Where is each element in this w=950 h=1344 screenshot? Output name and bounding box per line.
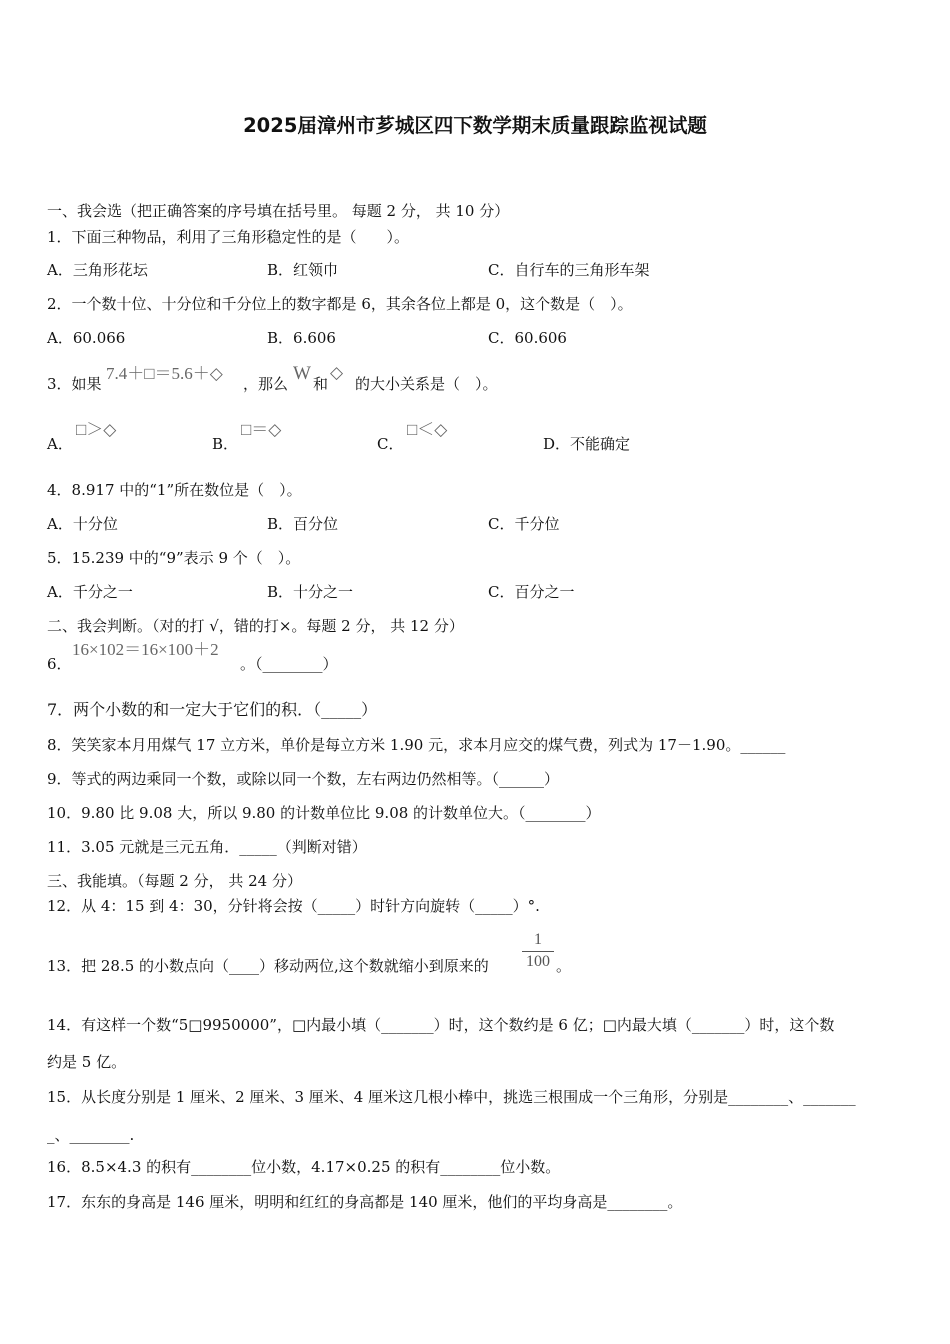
question-3-option-b-label: B． xyxy=(212,435,239,453)
section-heading-2: 二、我会判断。（对的打 √，错的打×。每题 2 分， 共 12 分） xyxy=(47,617,464,635)
question-3-w-symbol: W xyxy=(293,363,311,384)
question-5-stem: 5．15.239 中的“9”表示 9 个（ ）。 xyxy=(47,549,301,567)
question-4-option-a: A．十分位 xyxy=(47,515,118,533)
question-6-suffix: 。（________） xyxy=(240,655,338,673)
question-3-and: 和 xyxy=(313,375,329,393)
question-12-stem: 12．从 4：15 到 4：30，分针将会按（_____）时针方向旋转（_____）°. xyxy=(47,897,540,915)
question-4-stem: 4．8.917 中的“1”所在数位是（ ）。 xyxy=(47,481,302,499)
question-2-option-b: B．6.606 xyxy=(267,329,336,347)
question-17-stem: 17．东东的身高是 146 厘米，明明和红红的身高都是 140 厘米，他们的平均身高是________。 xyxy=(47,1193,683,1211)
question-3-middle: ，那么 xyxy=(243,375,289,393)
question-3-option-d: D．不能确定 xyxy=(543,435,631,453)
question-2-option-c: C．60.606 xyxy=(488,329,567,347)
question-4-option-b: B．百分位 xyxy=(267,515,339,533)
question-3-option-a-expr: □＞◇ xyxy=(76,420,117,439)
question-15-line-1: 15．从长度分别是 1 厘米、2 厘米、3 厘米、4 厘米这几根小棒中，挑选三根围成一个三角形，分别是________、_______ xyxy=(47,1088,856,1106)
question-13-fraction-bar xyxy=(522,951,554,952)
question-5-option-c: C．百分之一 xyxy=(488,583,575,601)
question-1-option-b: B．红领巾 xyxy=(267,261,339,279)
question-7-stem: 7．两个小数的和一定大于它们的积．（_____） xyxy=(47,700,378,719)
question-8-stem: 8．笑笑家本月用煤气 17 立方米，单价是每立方米 1.90 元，求本月应交的煤气费，列式为 17－1.90。______ xyxy=(47,736,786,754)
section-heading-3: 三、我能填。（每题 2 分， 共 24 分） xyxy=(47,872,302,890)
question-3-option-b-expr: □＝◇ xyxy=(241,420,282,439)
question-4-option-c: C．千分位 xyxy=(488,515,560,533)
question-13-suffix: 。 xyxy=(556,957,572,975)
section-heading-1: 一、我会选（把正确答案的序号填在括号里。 每题 2 分， 共 10 分） xyxy=(47,202,510,220)
question-2-stem: 2．一个数十位、十分位和千分位上的数字都是 6，其余各位上都是 0，这个数是（ ）。 xyxy=(47,295,633,313)
question-3-option-c-label: C． xyxy=(377,435,404,453)
question-3-option-c-expr: □＜◇ xyxy=(407,420,448,439)
question-13-fraction-numerator: 1 xyxy=(534,931,542,948)
question-9-stem: 9．等式的两边乘同一个数，或除以同一个数，左右两边仍然相等。（______） xyxy=(47,770,560,788)
question-1-stem: 1．下面三种物品，利用了三角形稳定性的是（ ）。 xyxy=(47,228,410,246)
question-3-diamond: ◇ xyxy=(330,363,344,382)
question-14-line-1: 14．有这样一个数“5□9950000”，□内最小填（_______）时，这个数约是 6 亿；□内最大填（_______）时，这个数 xyxy=(47,1016,835,1034)
question-6-number: 6． xyxy=(47,655,72,673)
page-title: 2025届漳州市芗城区四下数学期末质量跟踪监视试题 xyxy=(243,114,707,137)
question-1-option-a: A．三角形花坛 xyxy=(47,261,148,279)
question-14-line-2: 约是 5 亿。 xyxy=(47,1053,127,1071)
question-10-stem: 10．9.80 比 9.08 大，所以 9.80 的计数单位比 9.08 的计数单位大。（________） xyxy=(47,804,601,822)
question-6-equation: 16×102＝16×100＋2 xyxy=(72,640,219,659)
question-3-equation: 7.4＋□＝5.6＋◇ xyxy=(106,364,223,383)
question-13-fraction-denominator: 100 xyxy=(526,953,550,970)
question-3-option-a-label: A． xyxy=(47,435,73,453)
question-5-option-a: A．千分之一 xyxy=(47,583,133,601)
question-11-stem: 11．3.05 元就是三元五角．_____（判断对错） xyxy=(47,838,367,856)
question-3-suffix: 的大小关系是（ ）。 xyxy=(355,375,498,393)
question-5-option-b: B．十分之一 xyxy=(267,583,354,601)
question-2-option-a: A．60.066 xyxy=(47,329,126,347)
question-3-prefix: 3．如果 xyxy=(47,375,102,393)
question-13-stem: 13．把 28.5 的小数点向（____）移动两位,这个数就缩小到原来的 xyxy=(47,957,489,975)
question-13-fraction xyxy=(522,931,554,971)
question-1-option-c: C．自行车的三角形车架 xyxy=(488,261,650,279)
question-15-line-2: _、________. xyxy=(47,1126,135,1144)
question-16-stem: 16．8.5×4.3 的积有________位小数，4.17×0.25 的积有________位小数。 xyxy=(47,1158,561,1176)
